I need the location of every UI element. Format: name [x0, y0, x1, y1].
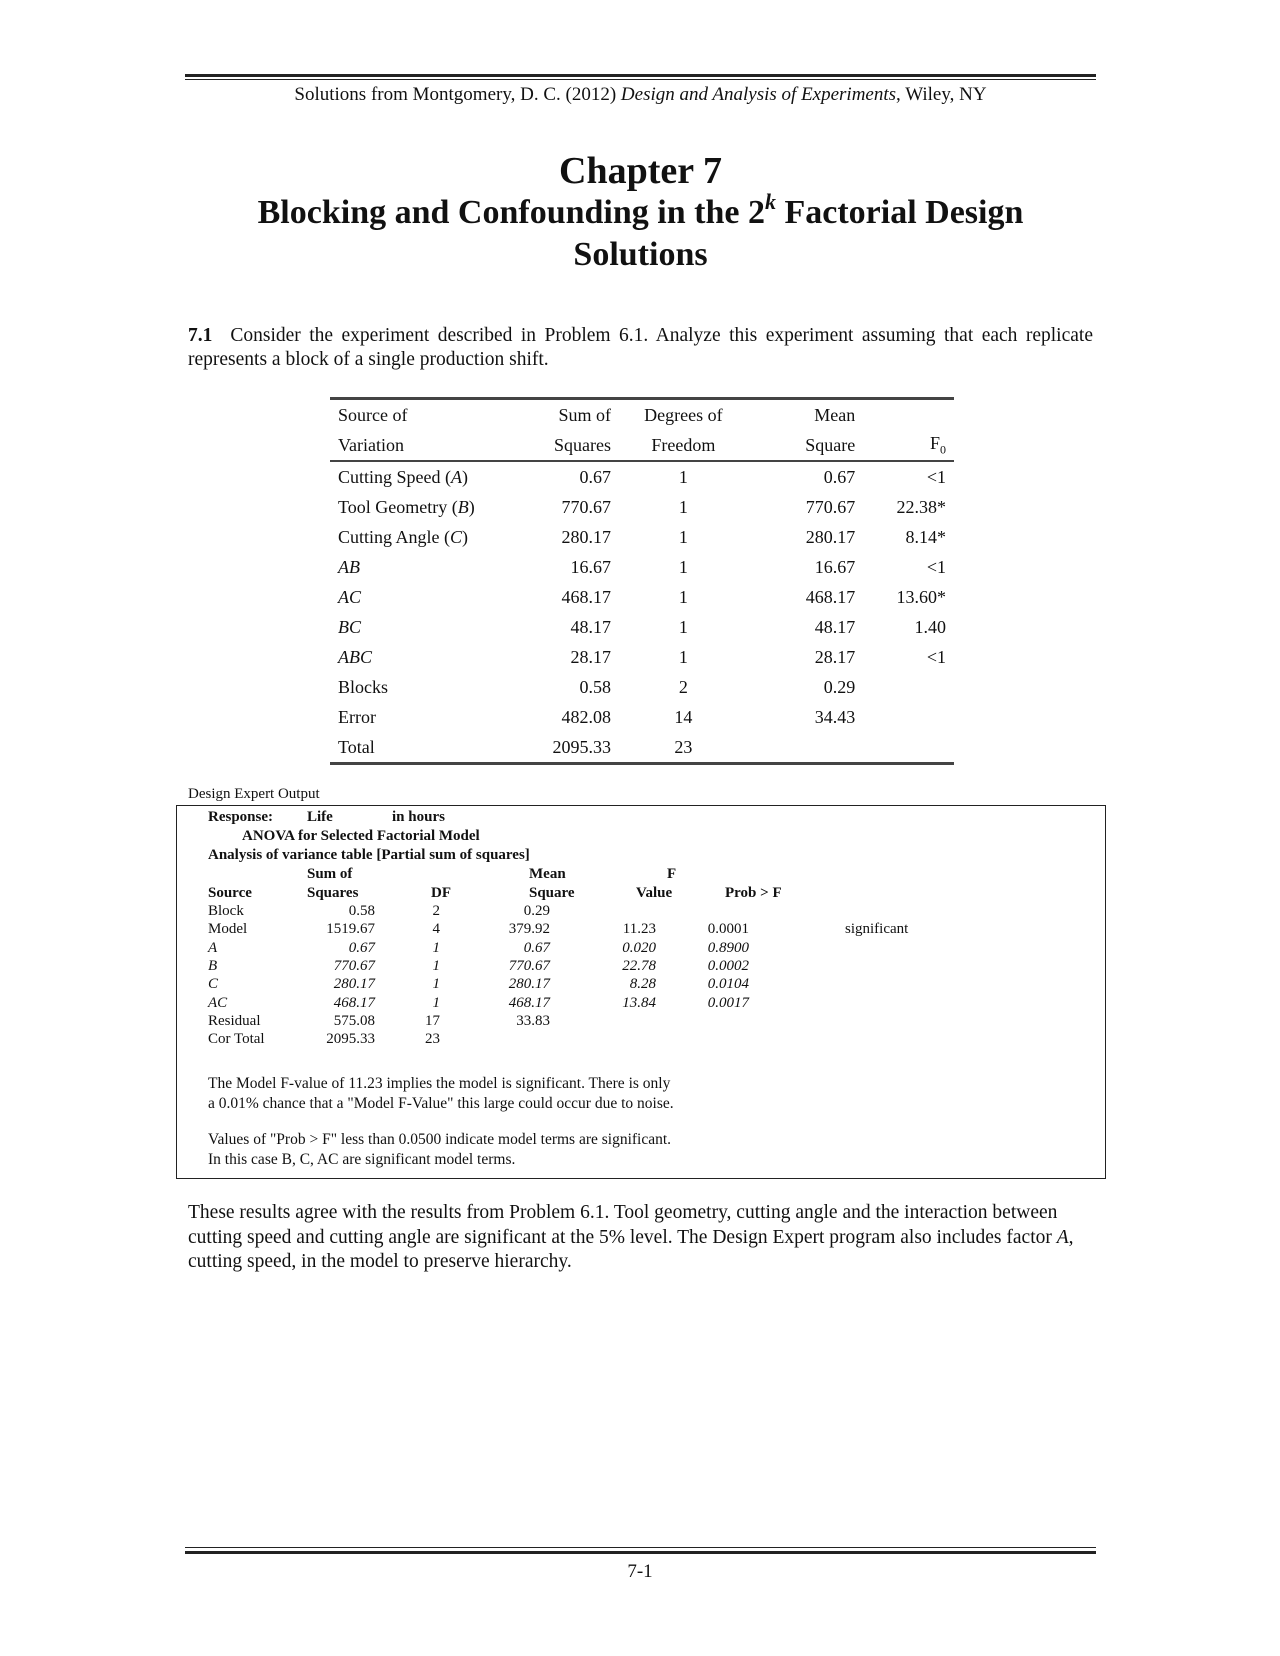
de-cell-ss: 0.67: [348, 939, 375, 956]
anova-cell-ss: 48.17: [570, 616, 611, 637]
anova-cell-f: 8.14*: [905, 526, 946, 547]
de-cell-ms: 0.67: [523, 939, 550, 956]
closing-paragraph: [188, 1201, 1093, 1275]
anova-cell-ss: 2095.33: [527, 732, 619, 764]
de-cell-ss: 1519.67: [326, 921, 375, 938]
variance-table-title: Analysis of variance table [Partial sum of squares]: [208, 847, 530, 863]
anova-cell-ss: 770.67: [561, 496, 611, 517]
de-cell-f: 13.84: [622, 994, 656, 1011]
anova-cell-f: 13.60*: [896, 586, 946, 607]
response-label: Response:: [208, 809, 274, 825]
anova-header-row-1: [330, 399, 954, 431]
problem-statement: [188, 324, 1093, 372]
header-cell: Degrees of: [619, 399, 748, 431]
anova-cell-f: 22.38*: [896, 496, 946, 517]
de-cell-source: B: [208, 957, 218, 974]
de-cell-source: C: [208, 976, 219, 993]
solutions-title: Solutions: [573, 236, 708, 273]
anova-cell-ms: 16.67: [814, 556, 856, 577]
design-expert-caption: Design Expert Output: [188, 786, 320, 802]
response-name: Life: [307, 809, 333, 825]
anova-body: [330, 461, 954, 764]
anova-cell-source: AC: [338, 586, 362, 607]
model-f-note-line-1: The Model F-value of 11.23 implies the model is significant. There is only: [208, 1075, 671, 1092]
running-header: [185, 84, 1096, 106]
anova-cell-source: Cutting Speed (A): [338, 466, 468, 487]
header-rule-thick: [185, 74, 1096, 77]
anova-cell-ms: 280.17: [805, 526, 856, 547]
de-header-source: Source: [208, 885, 252, 901]
anova-row: [330, 612, 954, 642]
de-cell-p: 0.0017: [707, 994, 749, 1011]
header-cell: [863, 430, 954, 461]
de-cell-f: 0.020: [622, 939, 656, 956]
anova-cell-df: 1: [678, 526, 688, 547]
anova-row: [330, 732, 954, 764]
anova-cell-df: 1: [678, 466, 688, 487]
closing-text-2: , cutting speed, in the model to preserve hierarchy.: [188, 1226, 1074, 1272]
anova-cell-df: 1: [678, 646, 688, 667]
prob-note-line-1: Values of "Prob > F" less than 0.0500 indicate model terms are significant.: [208, 1131, 672, 1148]
de-cell-f: 11.23: [622, 921, 656, 938]
header-cell: Freedom: [619, 430, 748, 461]
de-cell-ss: 2095.33: [326, 1031, 375, 1048]
de-header-f-top: F: [667, 866, 677, 882]
anova-cell-df: 2: [678, 676, 688, 697]
de-cell-ss: 0.58: [348, 903, 375, 919]
subtitle-post: Factorial Design: [775, 194, 1024, 231]
anova-cell-ss: 280.17: [561, 526, 611, 547]
de-cell-source: A: [208, 939, 218, 956]
anova-model-title: ANOVA for Selected Factorial Model: [242, 828, 480, 844]
de-cell-ms: 379.92: [508, 921, 550, 938]
de-cell-ss: 575.08: [333, 1012, 375, 1029]
problem-number: 7.1: [188, 325, 213, 346]
anova-cell-df: 1: [678, 496, 688, 517]
anova-header-row-2: [330, 430, 954, 461]
anova-cell-source: Total: [330, 732, 527, 764]
anova-cell-df: 1: [678, 616, 688, 637]
de-header-ms-top: Mean: [529, 866, 566, 882]
de-cell-ss: 468.17: [333, 994, 375, 1011]
de-cell-df: 1: [432, 939, 440, 956]
anova-row: [330, 492, 954, 522]
de-cell-df: 17: [425, 1012, 440, 1029]
anova-cell-df: 23: [619, 732, 748, 764]
de-cell-f: 8.28: [629, 976, 656, 993]
de-header-ms-bottom: Square: [529, 885, 575, 901]
anova-row: [330, 461, 954, 492]
anova-cell-source: Tool Geometry (B): [338, 496, 475, 517]
chapter-subtitle: [185, 189, 1096, 234]
design-expert-output: [176, 805, 1106, 1179]
anova-cell-f: <1: [926, 646, 946, 667]
header-suffix: , Wiley, NY: [896, 84, 987, 105]
de-header-ss-bottom: Squares: [307, 885, 359, 901]
de-cell-source: AC: [208, 994, 228, 1011]
anova-cell-f: [863, 672, 954, 702]
header-cell: Mean: [748, 399, 864, 431]
anova-cell-df: 14: [674, 706, 693, 727]
de-cell-df: 4: [432, 921, 440, 938]
closing-text-1: These results agree with the results from Problem 6.1. Tool geometry, cutting angle and the interaction between cutting speed and cutting angle are significant at the 5% level. The Design Expert program also includes factor: [188, 1202, 1058, 1248]
anova-cell-f: <1: [926, 466, 946, 487]
subtitle-pre: Blocking and Confounding in the 2: [257, 194, 765, 231]
de-cell-note: significant: [845, 921, 909, 938]
de-cell-ms: 280.17: [508, 976, 550, 993]
model-f-note-line-2: a 0.01% chance that a "Model F-Value" this large could occur due to noise.: [208, 1095, 674, 1112]
header-rule-thin: [185, 79, 1096, 80]
de-cell-ms: 0.29: [523, 903, 550, 919]
anova-cell-df: 1: [678, 586, 688, 607]
anova-cell-df: 1: [678, 556, 688, 577]
anova-cell-f: [863, 702, 954, 732]
anova-cell-ms: 468.17: [805, 586, 856, 607]
de-cell-p: 0.0002: [707, 957, 749, 974]
de-header-df: DF: [431, 885, 451, 901]
de-cell-df: 23: [425, 1031, 440, 1048]
anova-cell-ss: 468.17: [561, 586, 611, 607]
anova-row: [330, 552, 954, 582]
de-cell-ss: 770.67: [333, 957, 375, 974]
anova-row: [330, 642, 954, 672]
de-cell-p: 0.8900: [707, 939, 749, 956]
anova-cell-ms: 0.29: [823, 676, 856, 697]
header-cell: Square: [748, 430, 864, 461]
anova-cell-ms: [748, 732, 864, 764]
anova-cell-ss: 16.67: [570, 556, 611, 577]
prob-note-line-2: In this case B, C, AC are significant model terms.: [208, 1151, 516, 1168]
de-cell-p: 0.0001: [707, 921, 749, 938]
page-number: 7-1: [627, 1561, 653, 1582]
anova-cell-source: Cutting Angle (C): [338, 526, 469, 547]
footer-rule-thin: [185, 1547, 1096, 1548]
de-cell-ms: 770.67: [508, 957, 550, 974]
anova-cell-f: [863, 732, 954, 764]
anova-cell-ms: 770.67: [805, 496, 856, 517]
anova-cell-source: Blocks: [338, 676, 389, 697]
footer-rule-thick: [185, 1551, 1096, 1554]
anova-cell-ss: 0.58: [579, 676, 611, 697]
de-header-f-bottom: Value: [636, 885, 673, 901]
header-cell: Variation: [330, 430, 527, 461]
de-cell-ss: 280.17: [333, 976, 375, 993]
header-cell: Source of: [330, 399, 527, 431]
closing-factor: A: [1056, 1226, 1069, 1248]
anova-cell-source: AB: [338, 556, 360, 577]
anova-cell-ss: 0.67: [579, 466, 611, 487]
header-cell: Sum of: [527, 399, 619, 431]
chapter-title: Chapter 7: [559, 150, 722, 192]
anova-cell-ms: 48.17: [814, 616, 856, 637]
chapter-title-block: [185, 150, 1096, 276]
problem-text: Consider the experiment described in Problem 6.1. Analyze this experiment assuming that each replicate represents a block of a single production shift.: [188, 325, 1093, 370]
subtitle-superscript: k: [764, 189, 776, 214]
anova-row: [330, 522, 954, 552]
anova-cell-ms: 0.67: [823, 466, 856, 487]
header-cell: [863, 399, 954, 431]
anova-row: [330, 702, 954, 732]
header-cell: Squares: [527, 430, 619, 461]
anova-cell-ms: 34.43: [814, 706, 856, 727]
anova-table: [330, 397, 954, 765]
de-header-p: Prob > F: [725, 885, 782, 901]
de-cell-df: 1: [432, 994, 440, 1011]
anova-cell-source: Error: [338, 706, 376, 727]
de-cell-source: Block: [208, 903, 244, 919]
header-prefix: Solutions from Montgomery, D. C. (2012): [294, 84, 621, 105]
anova-cell-ss: 482.08: [561, 706, 611, 727]
de-cell-p: 0.0104: [707, 976, 749, 993]
anova-row: [330, 672, 954, 702]
anova-row: [330, 582, 954, 612]
response-units: in hours: [392, 809, 445, 825]
f0-label: $F_0$: [929, 432, 946, 457]
de-cell-ms: 33.83: [516, 1012, 550, 1029]
de-cell-f: 22.78: [622, 957, 656, 974]
de-cell-source: Cor Total: [208, 1031, 265, 1048]
anova-cell-f: <1: [926, 556, 946, 577]
anova-cell-ms: 28.17: [814, 646, 856, 667]
de-cell-df: 2: [432, 903, 440, 919]
de-cell-df: 1: [432, 957, 440, 974]
anova-cell-source: BC: [338, 616, 362, 637]
de-cell-source: Model: [208, 921, 248, 938]
de-header-ss-top: Sum of: [307, 866, 353, 882]
de-cell-source: Residual: [208, 1012, 261, 1029]
header-book-title: Design and Analysis of Experiments: [620, 84, 897, 105]
anova-cell-f: 1.40: [914, 616, 946, 637]
de-cell-ms: 468.17: [508, 994, 550, 1011]
anova-cell-source: ABC: [338, 646, 372, 667]
de-cell-df: 1: [432, 976, 440, 993]
anova-cell-ss: 28.17: [570, 646, 611, 667]
